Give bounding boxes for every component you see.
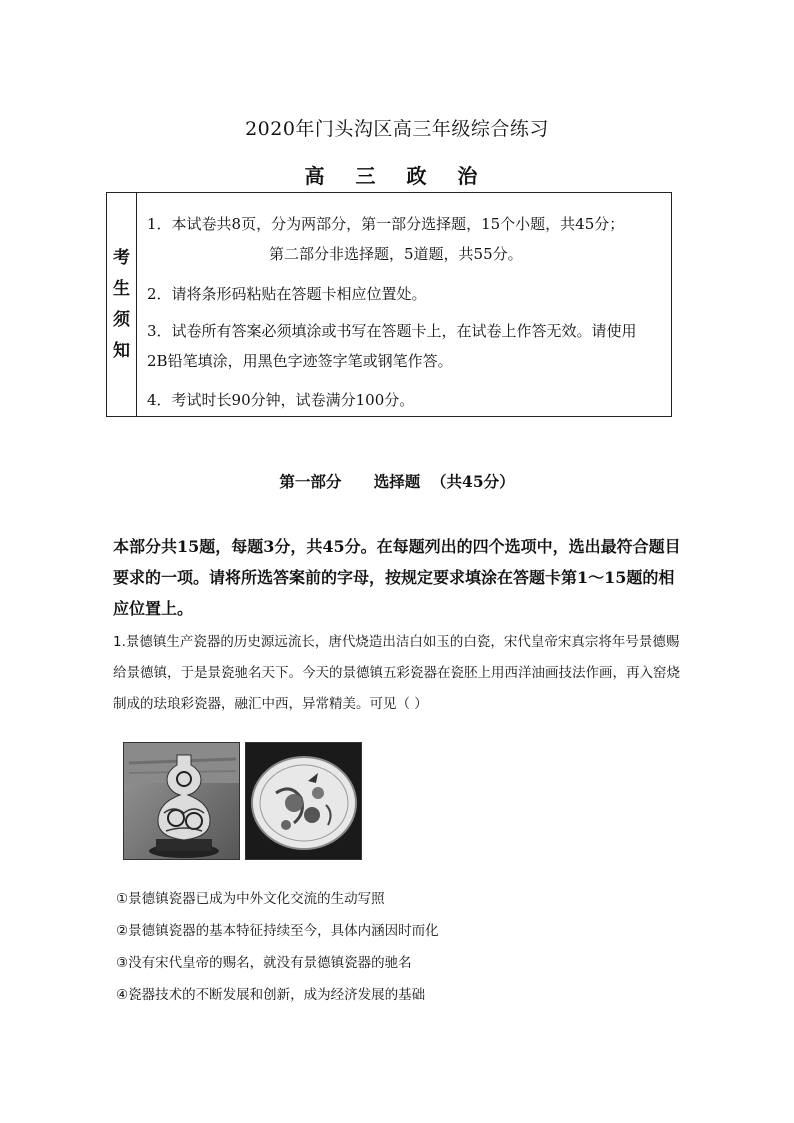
candidate-notice-box bbox=[106, 192, 672, 417]
notice-item-continued: 第二部分非选择题，5道题，共55分。 bbox=[269, 245, 523, 263]
answer-option: ②景德镇瓷器的基本特征持续至今，具体内涵因时而化 bbox=[116, 923, 439, 939]
notice-item: 2．请将条形码粘贴在答题卡相应位置处。 bbox=[147, 285, 427, 303]
answer-option: ①景德镇瓷器已成为中外文化交流的生动写照 bbox=[116, 891, 385, 907]
section-instructions: 本部分共15题，每题3分，共45分。在每题列出的四个选项中，选出最符合题目要求的一项。请将所选答案前的字母，按规定要求填涂在答题卡第1～15题的相应位置上。 bbox=[113, 537, 681, 618]
exam-title: 2020年门头沟区高三年级综合练习 bbox=[245, 118, 549, 140]
notice-label-char: 生 bbox=[113, 278, 130, 299]
answer-option: ③没有宋代皇帝的赐名，就没有景德镇瓷器的驰名 bbox=[116, 955, 412, 971]
notice-item: 3．试卷所有答案必须填涂或书写在答题卡上，在试卷上作答无效。请使用 bbox=[147, 322, 637, 340]
exam-subject: 高 三 政 治 bbox=[304, 164, 490, 188]
notice-item-continued: 2B铅笔填涂，用黑色字迹签字笔或钢笔作答。 bbox=[147, 352, 453, 370]
notice-label-char: 须 bbox=[113, 309, 130, 330]
notice-body bbox=[137, 193, 671, 416]
enamel-plate-photo bbox=[245, 742, 362, 860]
notice-label-char: 考 bbox=[113, 247, 130, 268]
notice-item: 1．本试卷共8页，分为两部分，第一部分选择题，15个小题，共45分； bbox=[147, 215, 625, 233]
notice-label bbox=[107, 193, 137, 416]
section-heading: 第一部分 选择题 （共45分） bbox=[279, 472, 515, 491]
answer-option: ④瓷器技术的不断发展和创新，成为经济发展的基础 bbox=[116, 987, 426, 1003]
notice-item: 4．考试时长90分钟，试卷满分100分。 bbox=[147, 391, 415, 409]
vase-photo bbox=[123, 742, 240, 860]
notice-label-char: 知 bbox=[113, 340, 130, 361]
question-stem: 1.景德镇生产瓷器的历史源远流长，唐代烧造出洁白如玉的白瓷，宋代皇帝宋真宗将年号景德赐给景德镇，于是景瓷驰名天下。今天的景德镇五彩瓷器在瓷胚上用西洋油画技法作画，再入窑烧制成的珐琅彩瓷器，融汇中西，异常精美。可见（ ） bbox=[113, 634, 680, 712]
